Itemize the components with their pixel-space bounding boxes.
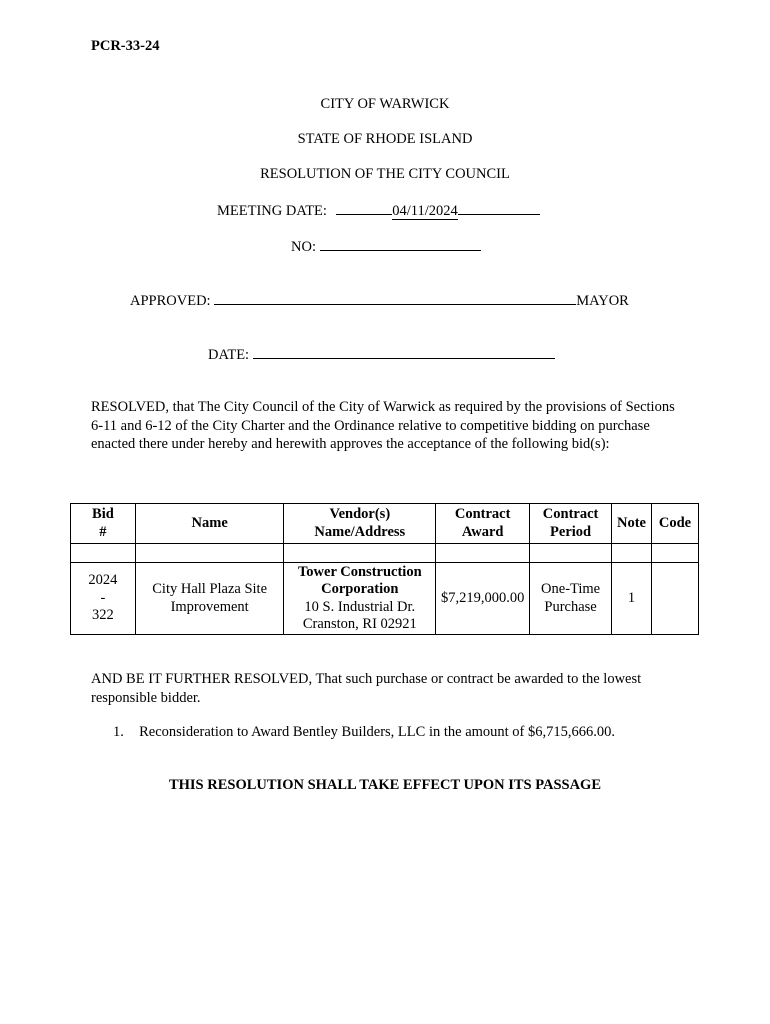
mayor-label: MAYOR — [576, 293, 629, 309]
date-blank — [253, 345, 555, 359]
header-name: Name — [135, 504, 284, 544]
header-contract-award: Contract Award — [436, 504, 530, 544]
bid-table — [70, 503, 699, 635]
state-heading: STATE OF RHODE ISLAND — [297, 131, 473, 147]
number-blank — [320, 237, 481, 251]
header-bid: Bid # — [71, 504, 136, 544]
table-spacer-row — [71, 544, 699, 563]
meeting-date-value: 04/11/2024 — [392, 203, 458, 219]
cell-vendor: Tower Construction Corporation 10 S. Industrial Dr. Cranston, RI 02921 — [284, 563, 436, 635]
date-label: DATE: — [208, 347, 250, 363]
document-id: PCR-33-24 — [91, 38, 160, 54]
resolution-heading: RESOLUTION OF THE CITY COUNCIL — [260, 166, 510, 182]
header-vendor: Vendor(s) Name/Address — [284, 504, 436, 544]
further-resolved-paragraph: AND BE IT FURTHER RESOLVED, That such purchase or contract be awarded to the lowest responsible bidder. — [91, 671, 642, 706]
header-note: Note — [612, 504, 652, 544]
cell-contract-period: One-Time Purchase — [530, 563, 612, 635]
table-row — [71, 563, 699, 635]
cell-note: 1 — [612, 563, 652, 635]
cell-code — [651, 563, 698, 635]
resolved-paragraph: RESOLVED, that The City Council of the City of Warwick as required by the provisions of Sections 6-11 and 6-12 of the City Charter and the Ordinance relative to competitive bidding on purchase enacted there under hereby and herewith approves the acceptance of the following bid(s): — [91, 399, 675, 452]
header-code: Code — [651, 504, 698, 544]
meeting-date-line — [217, 201, 540, 220]
list-item — [113, 724, 615, 741]
approved-label: APPROVED: — [130, 293, 211, 309]
meeting-date-label: MEETING DATE: — [217, 203, 327, 219]
table-header-row — [71, 504, 699, 544]
effective-statement: THIS RESOLUTION SHALL TAKE EFFECT UPON ITS PASSAGE — [168, 777, 602, 793]
cell-bid: 2024 - 322 — [71, 563, 136, 635]
resolution-number-line — [291, 237, 481, 256]
approved-line — [130, 291, 629, 310]
number-label: NO: — [291, 239, 316, 255]
date-line — [208, 345, 555, 364]
cell-name: City Hall Plaza Site Improvement — [135, 563, 284, 635]
approved-blank — [214, 291, 576, 305]
cell-contract-award: $7,219,000.00 — [436, 563, 530, 635]
city-heading: CITY OF WARWICK — [320, 96, 450, 112]
list-item-number: 1. — [113, 724, 124, 740]
header-contract-period: Contract Period — [530, 504, 612, 544]
list-item-text: Reconsideration to Award Bentley Builders, LLC in the amount of $6,715,666.00. — [139, 724, 616, 740]
